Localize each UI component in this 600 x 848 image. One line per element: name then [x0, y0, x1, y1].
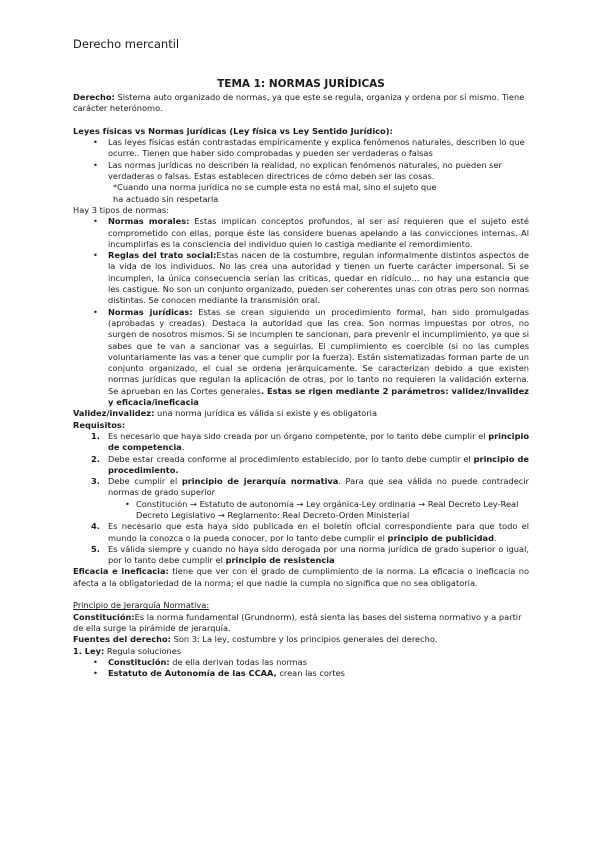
page-title: TEMA 1: NORMAS JURÍDICAS [217, 78, 385, 90]
list-item: • Estatuto de Autonomía de las CCAA, crean las cortes [73, 668, 529, 679]
derecho-definition: Derecho: Sistema auto organizado de normas, ya que este se regula, organiza y ordena por sí mismo. Tiene carácter heterónomo. [73, 92, 525, 114]
note-line: ha actuado sin respetarla [113, 193, 219, 204]
requisito-item: 2. Debe estar creada conforme al procedimiento establecido, por lo tanto debe cumplir el principio de procedimiento. [91, 453, 529, 475]
constitucion-definition: Constitución:Es la norma fundamental (Grundnorm), está sienta las bases del sistema normativo y a partir de ella surge la pirámide de jerarquía. [73, 611, 522, 633]
requisitos-list [73, 431, 529, 499]
requisito-item: 4. Es necesario que esta haya sido publicada en el boletín oficial correspondiente para que todo el mundo la conozca o la pueda conocer, por lo tanto debe cumplir el principio de publicidad. [91, 521, 529, 543]
jerarquia-sublist [121, 499, 529, 522]
requisitos-list-cont [73, 521, 529, 566]
fuentes-definition: Fuentes del derecho: Son 3: La ley, costumbre y los principios generales del derecho. [73, 634, 438, 645]
ley-line: 1. Ley: Regula soluciones [73, 645, 182, 656]
requisito-item: 5. Es válida siempre y cuando no haya sido derogada por una norma jurídica de grado superior o igual, por lo tanto debe cumplir el principio de resistencia [91, 543, 529, 566]
requisitos-heading: Requisitos: [73, 419, 126, 430]
leyes-heading: Leyes físicas vs Normas jurídicas (Ley física vs Ley Sentido Jurídico): [73, 125, 393, 136]
note-line: *Cuando una norma jurídica no se cumple esta no está mal, sino el sujeto que [113, 182, 437, 193]
tipos-list [73, 216, 529, 408]
validez-definition: Validez/invalidez: una norma jurídica es válida si existe y es obligatoria [73, 408, 377, 419]
jerarquia-heading: Principio de Jerarquía Normativa: [73, 600, 210, 611]
list-item-morales: • Normas morales: Estas implican conceptos profundos, al ser así requieren que el sujeto esté comprometido con ellas, porque éste las considere buenas apelando a las convicciones internas. Al incumplirlas es la consciencia del individuo quien lo castiga mediante el remordimiento. [73, 216, 529, 250]
tipos-intro: Hay 3 tipos de normas: [73, 204, 169, 215]
list-item-trato-social: • Reglas del trato social:Estas nacen de la costumbre, regulan informalmente distintos aspectos de la vida de los individuos. No las crea una autoridad y tienen un fuerte carácter impersonal. Si se incumplen, la única consecuencia serían las críticas, quedar en ridículo… no hay una estancia que les castigue. No son un conjunto organizado, pueden ser coherentes unas con otras pero son normas distintas. Se conocen mediante la transmisión oral. [73, 250, 529, 306]
list-item: • Constitución → Estatuto de autonomía → Ley orgánica-Ley ordinaria → Real Decreto Ley-Real Decreto Legislativo → Reglamento: Real Decreto-Orden Ministerial [121, 499, 529, 522]
document-header: Derecho mercantil [73, 37, 180, 51]
eficacia-definition: Eficacia e ineficacia: tiene que ver con el grado de cumplimiento de la norma. La eficacia o ineficacia no afecta a la obligatoriedad de la norma; el que nadie la cumpla no significa que no sea obligatoria. [73, 566, 529, 588]
ley-list [73, 657, 529, 680]
document-body [73, 78, 529, 679]
leyes-list [73, 137, 529, 182]
list-item-juridicas: • Normas jurídicas: Estas se crean siguiendo un procedimiento formal, han sido promulgadas (aprobadas y creadas). Destaca la autoridad que las crea. Son normas impuestas por otros, no surgen de nosotros mismos. Si se incumplen te sancionan, para prevenir el incumplimiento, ya que si sabes que te van a sancionar vas a seguirlas. El cumplimiento es coercible (si no las cumples voluntariamente las vas a tener que cumplir por la fuerza). Están sistematizadas forman parte de un conjunto organizado, el cual se ordena jerárquicamente. Se caracterizan debido a que existen normas jurídicas que regulan la aplicación de otras, por lo tanto no requieren la validación externa. Se aprueban en las Cortes generales. Estas se rigen mediante 2 parámetros: validez/invalidez y eficacia/ineficacia [73, 307, 529, 409]
list-item: • Las normas jurídicas no describen la realidad, no explican fenómenos naturales, no pueden ser verdaderas o falsas. Estas establecen directrices de cómo deben ser las cosas. [73, 160, 529, 183]
list-item: • Las leyes físicas están contrastadas empíricamente y explica fenómenos naturales, describen lo que ocurre.. Tienen que haber sido comprobadas y pueden ser verdaderas o falsas [73, 137, 529, 160]
requisito-item: 3. Debe cumplir el principio de jerarquía normativa. Para que sea válida no puede contradecir normas de grado superior [91, 476, 529, 498]
list-item: • Constitución: de ella derivan todas las normas [73, 657, 529, 668]
derecho-label: Derecho: [73, 92, 115, 102]
requisito-item: 1. Es necesario que haya sido creada por un órgano competente, por lo tanto debe cumplir el principio de competencia. [91, 430, 529, 453]
